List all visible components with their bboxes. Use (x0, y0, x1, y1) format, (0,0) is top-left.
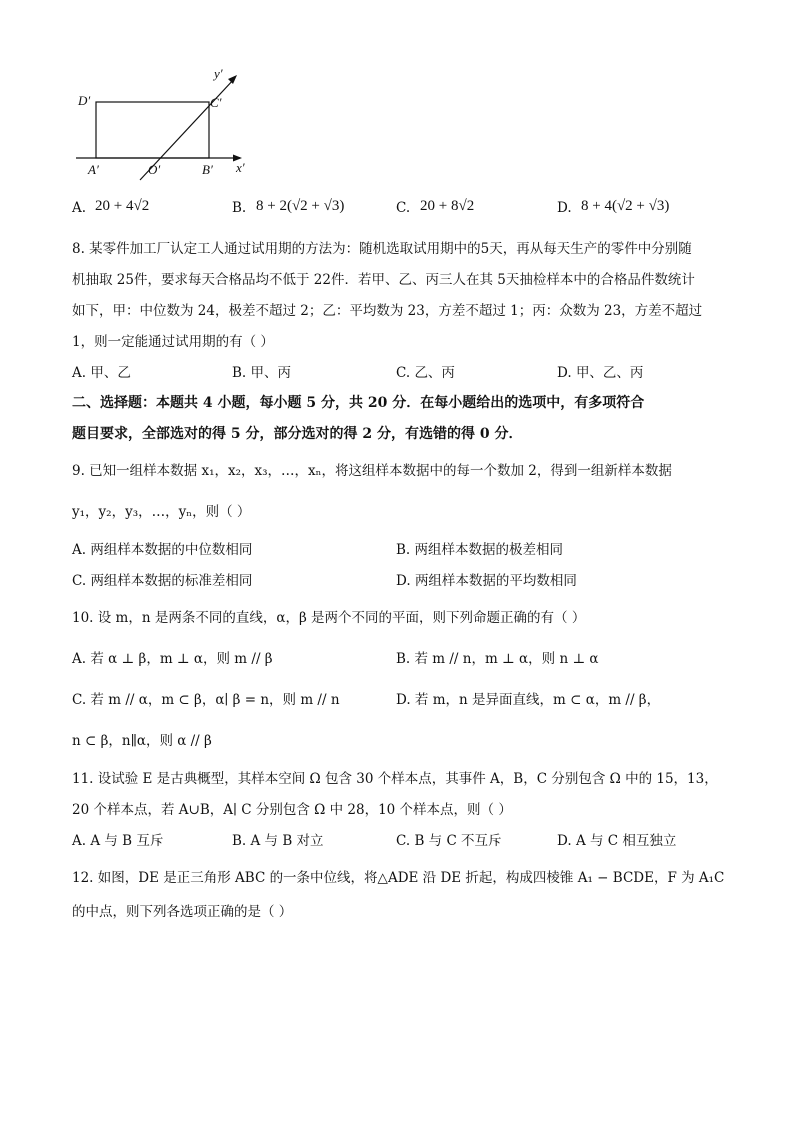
section-2-line-2: 题目要求，全部选对的得 5 分，部分选对的得 2 分，有选错的得 0 分． (72, 426, 523, 442)
q11-line-2: 20 个样本点，若 A∪B，A∣ C 分别包含 Ω 中 28，10 个样本点，则（ ） (72, 802, 512, 818)
q8-line-1: 8. 某零件加工厂认定工人通过试用期的方法为：随机选取试用期中的5天，再从每天生产的零件中分别随 (72, 241, 692, 257)
q8-line-2: 机抽取 25件，要求每天合格品均不低于 22件．若甲、乙、丙三人在其 5天抽检样本中的合格品件数统计 (72, 272, 695, 288)
q9-option-a: A. 两组样本数据的中位数相同 (72, 542, 253, 558)
q10-option-d-line-1: D. 若 m，n 是异面直线，m ⊂ α，m // β， (396, 692, 661, 708)
label-d: D′ (78, 93, 91, 108)
q9-line-1: 9. 已知一组样本数据 x₁，x₂，x₃，…，xₙ，将这组样本数据中的每一个数加 2，得到一组新样本数据 (72, 463, 672, 479)
q7-option-d-text: 8 + 4(√2 + √3) (581, 198, 670, 214)
q7-option-c-text: 20 + 8√2 (420, 198, 475, 214)
q10-option-b: B. 若 m // n，m ⊥ α，则 n ⊥ α (396, 651, 599, 667)
q7-option-c-letter: C. (396, 200, 411, 216)
label-y: y′ (214, 66, 223, 81)
q8-option-c: C. 乙、丙 (396, 365, 455, 381)
q10-option-a: A. 若 α ⊥ β，m ⊥ α，则 m // β (72, 651, 273, 667)
q11-option-a: A. A 与 B 互斥 (72, 833, 164, 849)
q7-option-a-letter: A. (72, 200, 87, 216)
q9-line-2: y₁，y₂，y₃，…，yₙ，则（ ） (72, 504, 251, 520)
q10-stem: 10. 设 m，n 是两条不同的直线，α，β 是两个不同的平面，则下列命题正确的有（ ） (72, 610, 586, 626)
q7-option-b-text: 8 + 2(√2 + √3) (256, 198, 345, 214)
q7-option-d-letter: D. (557, 200, 572, 216)
q8-option-b: B. 甲、丙 (232, 365, 292, 381)
q8-option-d: D. 甲、乙、丙 (557, 365, 644, 381)
q10-option-d-line-2: n ⊂ β，n∥α，则 α // β (72, 733, 212, 749)
q9-option-d: D. 两组样本数据的平均数相同 (396, 573, 577, 589)
label-a: A′ (88, 162, 99, 177)
oblique-coordinate-figure (70, 62, 260, 187)
q11-line-1: 11. 设试验 E 是古典概型，其样本空间 Ω 包含 30 个样本点，其事件 A，B，C 分别包含 Ω 中的 15，13， (72, 771, 718, 787)
y-axis-arrow (228, 75, 237, 84)
label-b: B′ (202, 162, 213, 177)
q8-option-a: A. 甲、乙 (72, 365, 131, 381)
q8-line-3: 如下，甲：中位数为 24，极差不超过 2；乙：平均数为 23，方差不超过 1；丙：众数为 23，方差不超过 (72, 303, 703, 319)
rectangle-abcd (96, 102, 209, 158)
q11-option-b: B. A 与 B 对立 (232, 833, 324, 849)
q11-option-d: D. A 与 C 相互独立 (557, 833, 677, 849)
q8-line-4: 1，则一定能通过试用期的有（ ） (72, 334, 274, 350)
label-x: x′ (236, 160, 245, 175)
q9-option-c: C. 两组样本数据的标准差相同 (72, 573, 253, 589)
q9-option-b: B. 两组样本数据的极差相同 (396, 542, 564, 558)
q11-option-c: C. B 与 C 不互斥 (396, 833, 502, 849)
section-2-line-1: 二、选择题：本题共 4 小题，每小题 5 分，共 20 分．在每小题给出的选项中，有多项符合 (72, 395, 645, 411)
q7-option-a-text: 20 + 4√2 (95, 198, 150, 214)
q12-line-2: 的中点，则下列各选项正确的是（ ） (72, 904, 293, 920)
q10-option-c: C. 若 m // α，m ⊂ β，α∣ β = n，则 m // n (72, 692, 340, 708)
q12-line-1: 12. 如图，DE 是正三角形 ABC 的一条中位线，将△ADE 沿 DE 折起，构成四棱锥 A₁ − BCDE，F 为 A₁C (72, 870, 725, 886)
label-c: C′ (210, 95, 222, 110)
label-o: O′ (148, 162, 161, 177)
q7-option-b-letter: B. (232, 200, 247, 216)
